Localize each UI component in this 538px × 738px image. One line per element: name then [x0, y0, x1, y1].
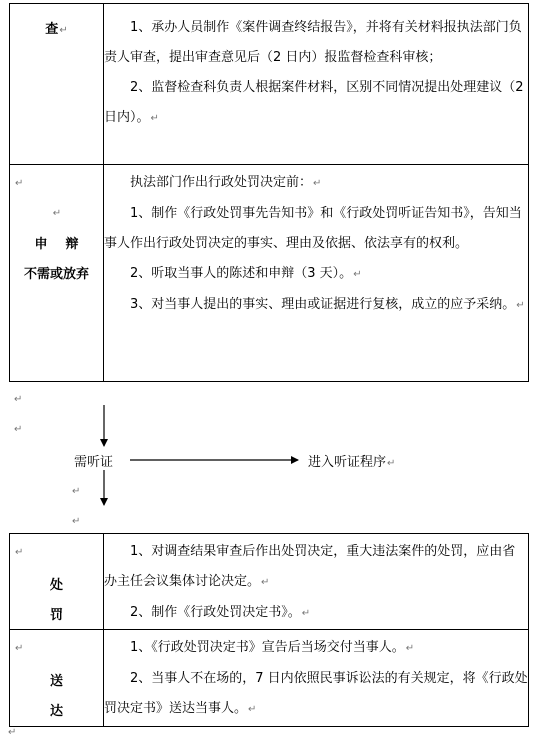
defense-label-mark-1: ↵: [15, 178, 24, 189]
penalty-row: [10, 534, 529, 630]
defense-content-cell: [104, 165, 529, 382]
defense-intro: 执法部门作出行政处罚决定前：↵: [130, 175, 322, 190]
penalty-label-cell: [10, 534, 104, 630]
delivery-label-mark: ↵: [15, 643, 24, 654]
review-step-1: 1、承办人员制作《案件调查终结报告》，并将有关材料报执法部门负责人审查，提出审查意见后（2 日内）报监督检查科审核；: [104, 20, 522, 65]
delivery-content-cell: [104, 630, 529, 727]
penalty-delivery-table: [9, 533, 529, 727]
delivery-label-cell: [10, 630, 104, 727]
defense-label-title: 申 辩: [34, 237, 79, 252]
hearing-needed-label: 需听证: [74, 455, 114, 470]
defense-label-subtitle: 不需或放弃: [23, 267, 89, 282]
penalty-step-1: 1、对调查结果审查后作出处罚决定，重大违法案件的处罚，应由省办主任会议集体讨论决定。↵: [104, 544, 516, 589]
defense-row: [10, 165, 529, 382]
defense-table: [9, 164, 529, 382]
penalty-label-mark: ↵: [15, 547, 24, 558]
review-label-cell: [10, 4, 104, 165]
penalty-content-cell: [104, 534, 529, 630]
review-content-cell: [104, 4, 529, 165]
flow-mark-2: ↵: [14, 424, 23, 435]
defense-step-3: 3、对当事人提出的事实、理由或证据进行复核，成立的应予采纳。↵: [130, 297, 525, 312]
review-label: 查↵: [45, 22, 68, 37]
defense-label-mark-2: ↵: [52, 208, 62, 219]
defense-step-2: 2、听取当事人的陈述和申辩（3 天）。↵: [130, 266, 362, 281]
flow-mark-3: ↵: [72, 486, 81, 497]
end-mark: ↵: [8, 727, 17, 738]
review-table: [9, 3, 529, 165]
flow-mark-1: ↵: [14, 394, 23, 405]
delivery-step-1: 1、《行政处罚决定书》宣告后当场交付当事人。↵: [130, 640, 415, 655]
delivery-step-2: 2、当事人不在场的，7 日内依照民事诉讼法的有关规定，将《行政处罚决定书》送达当事人。↵: [104, 671, 528, 716]
delivery-label-1: 送: [49, 674, 63, 689]
penalty-step-2: 2、制作《行政处罚决定书》。↵: [130, 605, 311, 620]
penalty-label-2: 罚: [49, 608, 63, 623]
delivery-row: [10, 630, 529, 727]
defense-step-1: 1、制作《行政处罚事先告知书》和《行政处罚听证告知书》，告知当事人作出行政处罚决定的事实、理由及依据、依法享有的权利。: [104, 206, 522, 251]
enter-hearing-label: 进入听证程序↵: [308, 455, 396, 470]
penalty-label-1: 处: [49, 578, 63, 593]
flow-mark-4: ↵: [72, 516, 81, 527]
defense-label-cell: [10, 165, 104, 382]
review-step-2: 2、监督检查科负责人根据案件材料，区别不同情况提出处理建议（2日内）。↵: [104, 80, 524, 125]
delivery-label-2: 达: [49, 704, 63, 719]
review-row: [10, 4, 529, 165]
